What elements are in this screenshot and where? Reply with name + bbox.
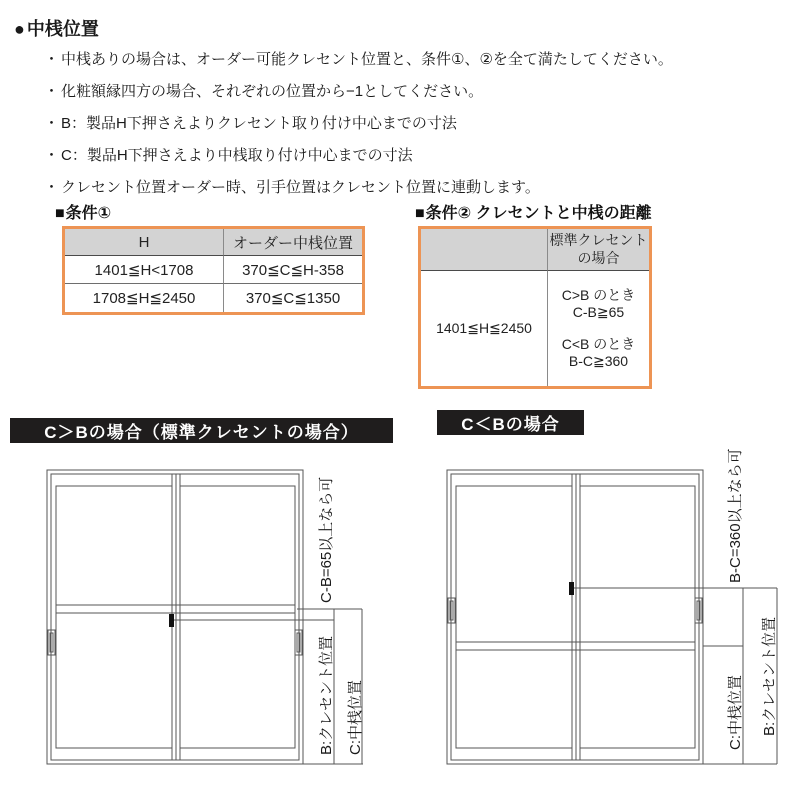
window-inner-frame xyxy=(51,474,299,760)
square-marker-icon: ■ xyxy=(55,205,65,222)
window-diagrams xyxy=(0,440,800,800)
condition1-heading xyxy=(55,200,111,223)
table-header-cell xyxy=(421,229,547,271)
window-outer-frame xyxy=(447,470,703,764)
note-item xyxy=(44,106,784,138)
crescent-lock-mark xyxy=(169,614,174,627)
condition2-table xyxy=(418,226,652,389)
table-cell: 1401≦H<1708 xyxy=(65,256,223,284)
condition2-heading xyxy=(415,200,652,223)
condition2-heading-text: 条件② クレセントと中桟の距離 xyxy=(425,205,652,222)
note-text: B：製品H下押さえよりクレセント取り付け中心までの寸法 xyxy=(61,114,457,132)
dim-label-rail-left: C:中桟位置 xyxy=(347,679,364,755)
table-cell-line: B-C≧360 xyxy=(568,353,629,369)
case-title-c-less-b: C＜Bの場合 xyxy=(437,410,584,435)
page-title xyxy=(14,15,99,41)
table-header-cell xyxy=(547,229,649,271)
glass-pane xyxy=(180,486,295,748)
condition1-table xyxy=(62,226,365,315)
table-cell: 1708≦H≦2450 xyxy=(92,290,196,307)
table-cell: 370≦C≦H-358 xyxy=(223,256,362,284)
page-title-text: 中桟位置 xyxy=(26,19,99,39)
table-cell-line: C<B のとき xyxy=(561,335,636,352)
note-bullet-icon: ・ xyxy=(44,82,60,100)
condition1-heading-text: 条件① xyxy=(65,205,112,222)
window-drawing-right xyxy=(447,470,703,764)
glass-pane xyxy=(56,486,172,748)
table-header-line: の場合 xyxy=(577,249,620,266)
note-text: C：製品H下押さえより中桟取り付け中心までの寸法 xyxy=(61,146,413,164)
note-bullet-icon: ・ xyxy=(44,50,60,68)
table-header-cell: オーダー中桟位置 xyxy=(223,229,362,256)
notes-list xyxy=(44,42,784,202)
table-cell-line: C>B のとき xyxy=(561,286,636,303)
note-bullet-icon: ・ xyxy=(44,146,60,164)
dim-label-gap-left: C-B=65以上なら可 xyxy=(318,476,335,603)
table-cell: 370≦C≦1350 xyxy=(223,284,362,312)
dimension-lines-right xyxy=(574,588,777,764)
table-header-cell: H xyxy=(65,229,223,256)
dim-label-crescent-right: B:クレセント位置 xyxy=(761,616,778,736)
case-title-c-greater-b: C＞Bの場合（標準クレセントの場合） xyxy=(10,418,393,443)
dim-label-gap-right: B-C=360以上なら可 xyxy=(727,448,744,583)
window-outer-frame xyxy=(47,470,303,764)
note-bullet-icon: ・ xyxy=(44,114,60,132)
bullet-dot-icon: ● xyxy=(14,19,25,39)
table-cell-line: C-B≧65 xyxy=(572,304,625,320)
glass-pane xyxy=(456,486,572,748)
window-inner-frame xyxy=(451,474,699,760)
note-item xyxy=(44,170,784,202)
square-marker-icon: ■ xyxy=(415,205,425,222)
crescent-lock-mark xyxy=(569,582,574,595)
note-item xyxy=(44,74,784,106)
note-item xyxy=(44,42,784,74)
note-text: 化粧額縁四方の場合、それぞれの位置から−1としてください。 xyxy=(61,82,484,100)
note-text: クレセント位置オーダー時、引手位置はクレセント位置に連動します。 xyxy=(61,178,540,196)
note-text: 中桟ありの場合は、オーダー可能クレセント位置と、条件①、②を全て満たしてください。 xyxy=(61,50,673,68)
window-drawing-left xyxy=(47,470,303,764)
dim-label-rail-right: C:中桟位置 xyxy=(727,674,744,750)
table-cell xyxy=(547,271,649,386)
dim-label-crescent-left: B:クレセント位置 xyxy=(318,635,335,755)
table-header-line: 標準クレセント xyxy=(549,232,648,248)
glass-pane xyxy=(580,486,695,748)
note-bullet-icon: ・ xyxy=(44,178,60,196)
note-item xyxy=(44,138,784,170)
table-cell: 1401≦H≦2450 xyxy=(436,320,532,336)
